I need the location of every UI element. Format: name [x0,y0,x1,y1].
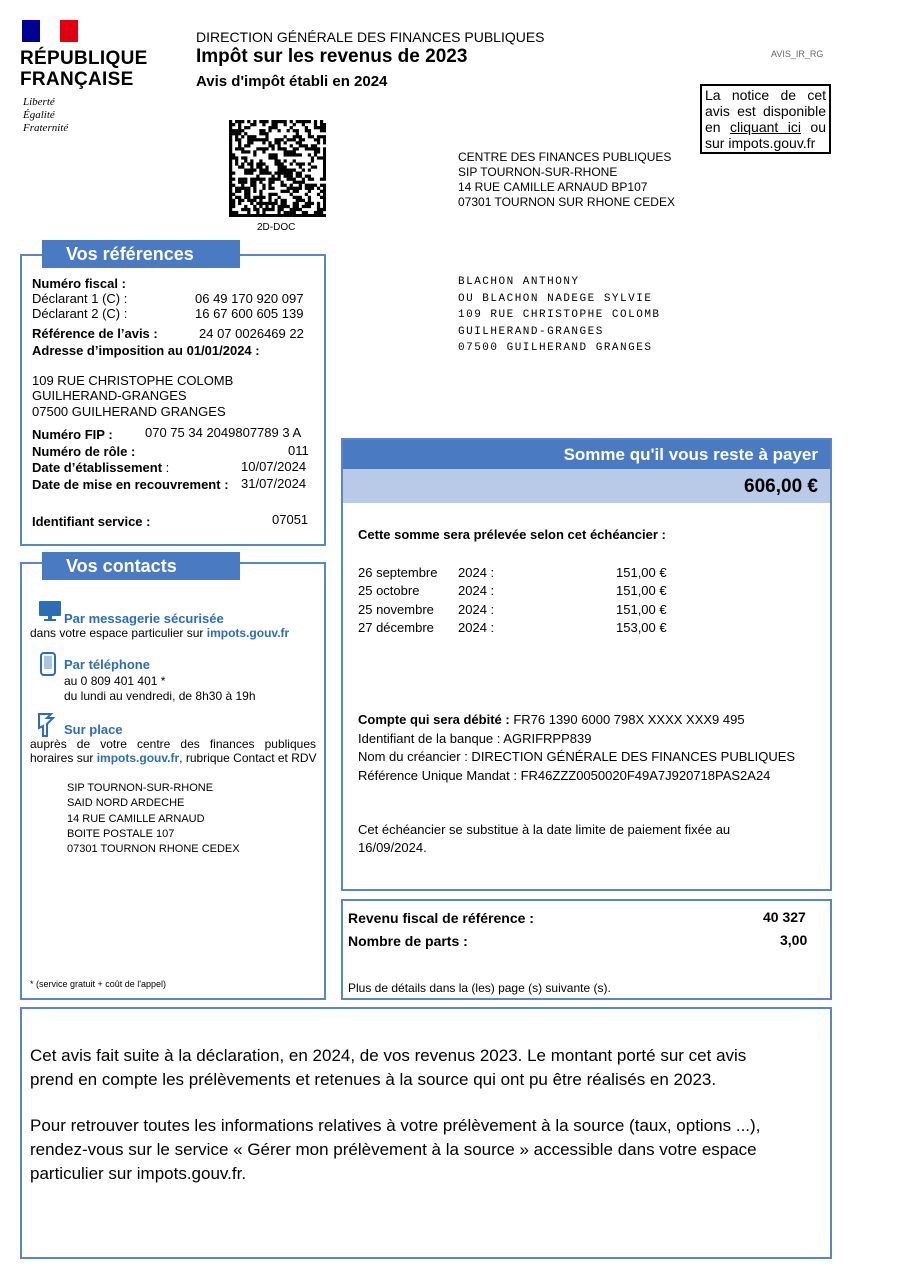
declarant2-value: 16 67 600 605 139 [195,306,304,321]
adresse-line-1: 109 RUE CHRISTOPHE COLOMB [32,373,234,388]
sip-line-3: 14 RUE CAMILLE ARNAUD [67,812,205,825]
qr-code-graphic [229,120,326,217]
date-recouv-value: 31/07/2024 [241,476,307,491]
sip-line-2: SAID NORD ARDECHE [67,797,185,810]
sip-line-5: 07301 TOURNON RHONE CEDEX [67,843,240,856]
numero-fiscal-label: Numéro fiscal : [32,276,126,291]
compte-line: Compte qui sera débité : FR76 1390 6000 798X XXXX XXX9 495 [358,712,745,727]
logo-line-1: RÉPUBLIQUE [20,48,148,69]
logo-line-2: FRANÇAISE [20,69,134,90]
ref-avis-label: Référence de l’avis : [32,326,158,341]
info-paragraph-1: Cet avis fait suite à la déclaration, en 2024, de vos revenus 2023. Le montant porté sur cet avis prend en compte les prélèvements et retenues à la source qui ont pu être réalisés en 2023. [30,1046,747,1089]
declarant1-value: 06 49 170 920 097 [195,291,304,306]
date-etab-value: 10/07/2024 [241,459,307,474]
recipient-line-1: BLACHON ANTHONY [458,276,580,288]
centre-line-3: 14 RUE CAMILLE ARNAUD BP107 [458,180,648,194]
payment-amount: 606,00 € [343,469,832,503]
notice-text-2: ou sur [705,119,826,151]
payment-header-frame [341,438,832,505]
qr-label: 2D-DOC [257,222,296,233]
french-flag-icon [22,20,78,42]
info-paragraph-2: Pour retrouver toutes les informations relatives à votre prélèvement à la source (taux, options ...), rendez-vous sur le service « Gérer mon prélèvement à la source » accessible dans votre espace particulier sur impots.gouv.fr. [30,1116,761,1183]
qr-code-icon [229,120,326,217]
details-note: Plus de détails dans la (les) page (s) suivante (s). [348,981,611,995]
logo-motto-1: Liberté [23,96,55,108]
centre-line-4: 07301 TOURNON SUR RHONE CEDEX [458,195,675,209]
surplace-link[interactable]: impots.gouv.fr [96,751,180,765]
page-subtitle: Avis d'impôt établi en 2024 [196,73,388,90]
centre-address [458,150,675,210]
adresse-line-2: GUILHERAND-GRANGES [32,388,187,403]
surplace-text-1: auprès de votre centre des finances publiques [30,737,316,751]
service-value: 07051 [272,512,309,527]
schedule-intro: Cette somme sera prélevée selon cet échéancier : [358,527,666,542]
schedule-year: 2024 : [458,620,495,636]
logo-motto-3: Fraternité [23,122,69,134]
logo-motto-2: Égalité [23,109,55,121]
recipient-line-5: 07500 GUILHERAND GRANGES [458,342,653,354]
adresse-label: Adresse d’imposition au 01/01/2024 : [32,343,260,358]
fip-value: 070 75 34 2049807789 3 A [145,425,302,440]
surplace-text-2: horaires sur impots.gouv.fr, rubrique Contact et RDV [30,751,317,765]
schedule-year: 2024 : [458,564,495,580]
date-recouv-label: Date de mise en recouvrement : [32,477,229,492]
payment-header: Somme qu'il vous reste à payer [343,440,832,469]
schedule-year: 2024 : [458,583,495,599]
footnote: * (service gratuit + coût de l'appel) [30,979,167,989]
schedule-row [358,600,667,619]
recipient-line-2: OU BLACHON NADEGE SYLVIE [458,292,653,305]
substitution-note: Cet échéancier se substitue à la date limite de paiement fixée au 16/09/2024. [358,822,731,855]
schedule-date: 25 novembre [358,601,434,617]
telephone-number: au 0 809 401 401 * [64,674,166,688]
schedule-year: 2024 : [458,601,495,617]
schedule-table [358,563,667,637]
parts-value: 3,00 [780,932,808,948]
telephone-hours: du lundi au vendredi, de 8h30 à 19h [64,689,256,703]
fip-label: Numéro FIP : [32,427,113,442]
sip-line-4: BOITE POSTALE 107 [67,827,175,840]
creancier-line: Nom du créancier : DIRECTION GÉNÉRALE DES FINANCES PUBLIQUES [358,749,796,764]
schedule-row [358,582,667,601]
schedule-date: 26 septembre [358,564,438,580]
messagerie-text: dans votre espace particulier sur impots.gouv.fr [30,626,290,640]
direction-label: DIRECTION GÉNÉRALE DES FINANCES PUBLIQUES [196,29,545,45]
ref-avis-value: 24 07 0026469 22 [199,326,304,341]
adresse-line-3: 07500 GUILHERAND GRANGES [32,404,226,419]
notice-text-1: La notice de cet avis est disponible en [705,87,826,135]
schedule-amount: 151,00 € [616,601,667,617]
telephone-title: Par téléphone [64,657,150,672]
notice-link[interactable]: cliquant ici [730,119,801,135]
messagerie-link[interactable]: impots.gouv.fr [206,626,290,640]
document-code: AVIS_IR_RG [771,49,824,59]
notice-site: impots.gouv.fr [728,135,816,151]
schedule-amount: 151,00 € [616,583,667,599]
republique-logo [20,18,155,136]
rfr-value: 40 327 [763,909,806,925]
date-etab-label: Date d’établissement : [32,460,170,475]
notice-box [700,84,831,154]
references-title: Vos références [42,240,240,268]
schedule-row [358,619,667,638]
recipient-line-4: GUILHERAND-GRANGES [458,325,604,338]
computer-icon [38,600,64,627]
role-value: 011 [288,443,309,458]
bank-details [358,711,795,785]
surplace-title: Sur place [64,722,123,737]
phone-icon [40,652,56,681]
role-label: Numéro de rôle : [32,444,136,459]
centre-line-1: CENTRE DES FINANCES PUBLIQUES [458,150,672,164]
declarant1-label: Déclarant 1 (C) : [32,291,128,306]
mandat-line: Référence Unique Mandat : FR46ZZZ0050020F49A7J920718PAS2A24 [358,767,771,783]
schedule-amount: 153,00 € [616,620,667,636]
schedule-amount: 151,00 € [616,564,667,580]
page-title: Impôt sur les revenus de 2023 [196,46,468,67]
declarant2-label: Déclarant 2 (C) : [32,306,128,321]
recipient-address [458,274,661,357]
sip-line-1: SIP TOURNON-SUR-RHONE [67,782,214,794]
contacts-title: Vos contacts [42,552,240,580]
banque-line: Identifiant de la banque : AGRIFRPP839 [358,730,592,746]
schedule-date: 25 octobre [358,583,420,599]
schedule-row [358,563,667,582]
messagerie-title: Par messagerie sécurisée [64,611,224,626]
sip-address [67,781,240,857]
recipient-line-3: 109 RUE CHRISTOPHE COLOMB [458,309,661,321]
schedule-date: 27 décembre [358,620,434,636]
service-label: Identifiant service : [32,514,151,529]
rfr-label: Revenu fiscal de référence : [348,910,534,926]
parts-label: Nombre de parts : [348,933,468,949]
centre-line-2: SIP TOURNON-SUR-RHONE [458,165,618,179]
